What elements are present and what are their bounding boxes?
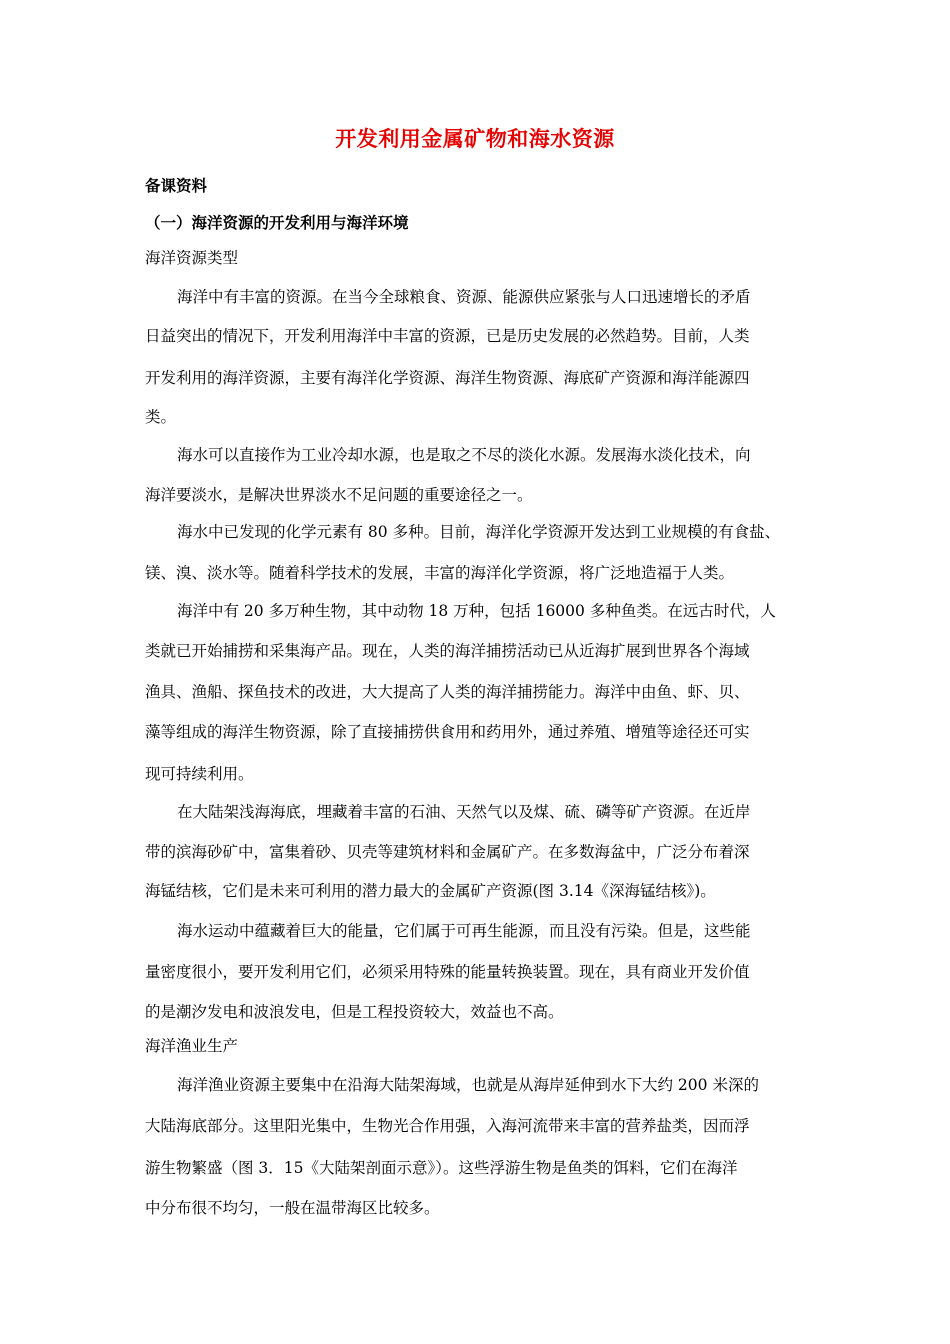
paragraph-line: 海洋要淡水，是解决世界淡水不足问题的重要途径之一。 <box>145 486 533 504</box>
paragraph-line: 海水可以直接作为工业冷却水源，也是取之不尽的淡化水源。发展海水淡化技术，向 <box>177 446 751 464</box>
paragraph-line: 镁、溴、淡水等。随着科学技术的发展，丰富的海洋化学资源，将广泛地造福于人类。 <box>145 564 735 582</box>
paragraph-line: 海洋中有丰富的资源。在当今全球粮食、资源、能源供应紧张与人口迅速增长的矛盾 <box>177 288 751 306</box>
paragraph-line: 的是潮汐发电和波浪发电，但是工程投资较大，效益也不高。 <box>145 1003 564 1021</box>
paragraph-line: 海洋中有 20 多万种生物，其中动物 18 万种，包括 16000 多种鱼类。在远古时代，人 <box>177 602 776 620</box>
subsection-heading: （一）海洋资源的开发利用与海洋环境 <box>145 213 409 232</box>
paragraph-line: 海锰结核，它们是未来可利用的潜力最大的金属矿产资源(图 3.14《深海锰结核》)。 <box>145 882 716 900</box>
paragraph-line: 类。 <box>145 408 177 426</box>
paragraph-line: 海水运动中蕴藏着巨大的能量，它们属于可再生能源，而且没有污染。但是，这些能 <box>177 922 751 940</box>
topic-heading-resource-types: 海洋资源类型 <box>145 249 239 267</box>
paragraph-line: 海水中已发现的化学元素有 80 多种。目前，海洋化学资源开发达到工业规模的有食盐、 <box>177 523 781 541</box>
paragraph-line: 类就已开始捕捞和采集海产品。现在，人类的海洋捕捞活动已从近海扩展到世界各个海域 <box>145 642 750 660</box>
paragraph-line: 量密度很小，要开发利用它们，必须采用特殊的能量转换装置。现在，具有商业开发价值 <box>145 963 750 981</box>
paragraph-line: 游生物繁盛（图 3．15《大陆架剖面示意》）。这些浮游生物是鱼类的饵料，它们在海洋 <box>145 1159 738 1177</box>
paragraph-line: 渔具、渔船、探鱼技术的改进，大大提高了人类的海洋捕捞能力。海洋中由鱼、虾、贝、 <box>145 683 750 701</box>
paragraph-line: 大陆海底部分。这里阳光集中，生物光合作用强，入海河流带来丰富的营养盐类，因而浮 <box>145 1117 750 1135</box>
paragraph-line: 藻等组成的海洋生物资源，除了直接捕捞供食用和药用外，通过养殖、增殖等途径还可实 <box>145 723 750 741</box>
document-title: 开发利用金属矿物和海水资源 <box>335 126 615 151</box>
paragraph-line: 带的滨海砂矿中，富集着砂、贝壳等建筑材料和金属矿产。在多数海盆中，广泛分布着深 <box>145 843 750 861</box>
paragraph-line: 日益突出的情况下，开发利用海洋中丰富的资源，已是历史发展的必然趋势。目前，人类 <box>145 327 750 345</box>
paragraph-line: 海洋渔业资源主要集中在沿海大陆架海域，也就是从海岸延伸到水下大约 200 米深的 <box>177 1076 759 1094</box>
paragraph-line: 开发利用的海洋资源，主要有海洋化学资源、海洋生物资源、海底矿产资源和海洋能源四 <box>145 369 750 387</box>
topic-heading-fishery: 海洋渔业生产 <box>145 1037 239 1055</box>
section-heading: 备课资料 <box>145 176 208 195</box>
paragraph-line: 现可持续利用。 <box>145 765 254 783</box>
paragraph-line: 中分布很不均匀，一般在温带海区比较多。 <box>145 1199 440 1217</box>
paragraph-line: 在大陆架浅海海底，埋藏着丰富的石油、天然气以及煤、硫、磷等矿产资源。在近岸 <box>177 803 751 821</box>
